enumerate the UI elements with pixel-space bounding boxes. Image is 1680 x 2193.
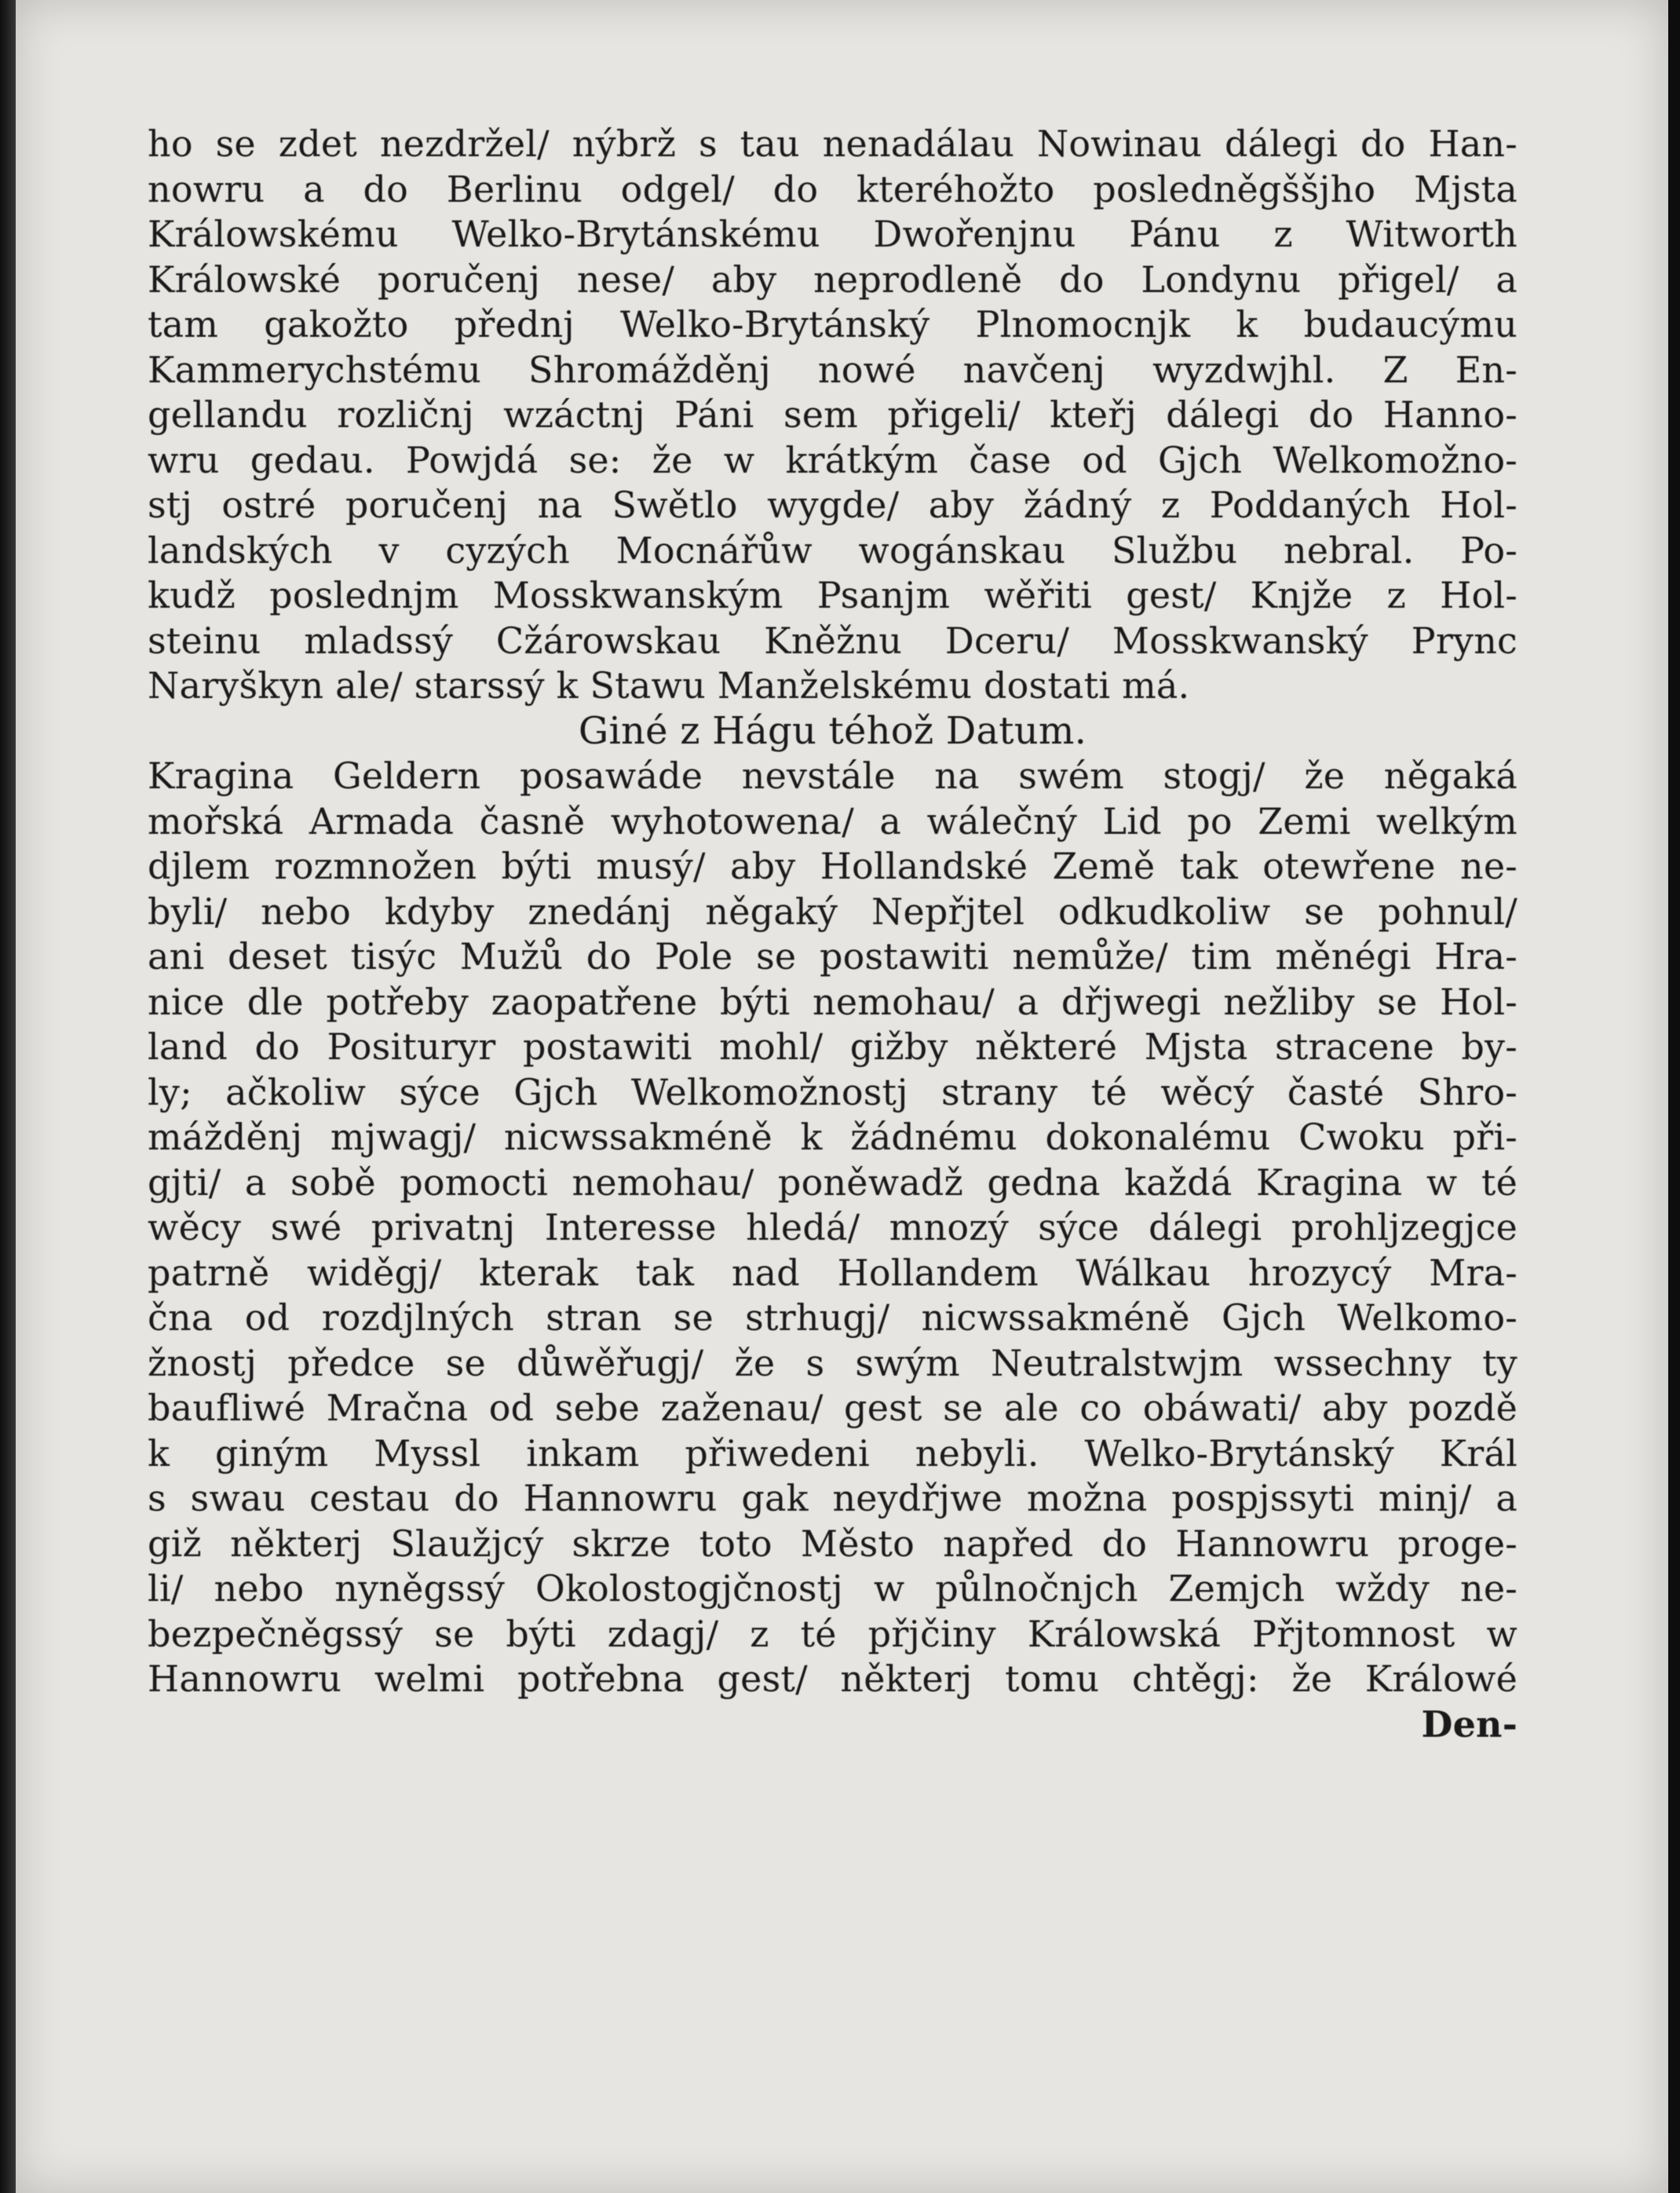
text-line: tam gakožto přednj Welko-Brytánský Plnomocnjk k budaucýmu [148, 303, 1517, 345]
binding-edge [0, 0, 17, 2193]
text-line: žnostj předce se důwěřugj/ že s swým Neutralstwjm wssechny ty [148, 1341, 1517, 1384]
text-line: Králowské poručenj nese/ aby neprodleně do Londynu přigel/ a [148, 258, 1517, 301]
text-line: gellandu rozličnj wzáctnj Páni sem přigeli/ kteřj dálegi do Hanno- [148, 393, 1517, 436]
text-line: Kragina Geldern posawáde nevstále na swém stogj/ že něgaká [148, 755, 1517, 797]
paragraph-2 [148, 754, 1517, 1702]
text-line: Hannowru welmi potřebna gest/ některj tomu chtěgj: že Králowé [148, 1658, 1517, 1700]
text-line: baufliwé Mračna od sebe zaženau/ gest se ale co obáwati/ aby pozdě [148, 1387, 1517, 1429]
text-line: s swau cestau do Hannowru gak neydřjwe možna pospjssyti minj/ a [148, 1477, 1517, 1519]
text-line: land do Posituryr postawiti mohl/ gižby některé Mjsta stracene by- [148, 1025, 1517, 1068]
text-line: landských v cyzých Mocnářůw wogánskau Službu nebral. Po- [148, 528, 1517, 572]
text-line: djlem rozmnožen býti musý/ aby Hollandské Země tak otewřene ne- [148, 845, 1517, 887]
text-line: čna od rozdjlných stran se strhugj/ nicwssakméně Gjch Welkomo- [148, 1296, 1517, 1339]
text-line: patrně widěgj/ kterak tak nad Hollandem Wálkau hrozycý Mra- [148, 1251, 1517, 1294]
text-line: gjti/ a sobě pomocti nemohau/ poněwadž gedna každá Kragina w té [148, 1160, 1517, 1204]
text-line: wru gedau. Powjdá se: že w krátkým čase od Gjch Welkomožno- [148, 438, 1517, 481]
text-line: ho se zdet nezdržel/ nýbrž s tau nenadálau Nowinau dálegi do Han- [148, 122, 1517, 165]
text-line: byli/ nebo kdyby znedánj něgaký Nepřjtel odkudkoliw se pohnul/ [148, 890, 1517, 933]
text-line: kudž poslednjm Mosskwanským Psanjm wěřiti gest/ Knjže z Hol- [148, 574, 1517, 616]
text-line: stj ostré poručenj na Swětlo wygde/ aby žádný z Poddaných Hol- [148, 484, 1517, 526]
section-heading: Giné z Hágu téhož Datum. [578, 708, 1087, 753]
text-line: Naryškyn ale/ starssý k Stawu Manželskému dostati má. [148, 664, 1190, 707]
text-line: Kammerychstému Shromážděnj nowé navčenj wyzdwjhl. Z En- [148, 348, 1517, 391]
text-line: ly; ačkoliw sýce Gjch Welkomožnostj strany té wěcý časté Shro- [148, 1070, 1517, 1113]
text-line: nowru a do Berlinu odgel/ do kteréhožto posledněgššjho Mjsta [148, 167, 1517, 210]
catchword: Den- [1421, 1702, 1517, 1745]
text-line: mořská Armada časně wyhotowena/ a wálečný Lid po Zemi welkým [148, 799, 1517, 842]
paragraph-1 [148, 122, 1517, 709]
text-line: steinu mladssý Cžárowskau Kněžnu Dceru/ Mosskwanský Prync [148, 619, 1517, 662]
text-line: mážděnj mjwagj/ nicwssakméně k žádnému dokonalému Cwoku při- [148, 1116, 1517, 1158]
text-line: nice dle potřeby zaopatřene býti nemohau/ a dřjwegi nežliby se Hol- [148, 980, 1517, 1023]
page-text [148, 122, 1517, 1747]
text-line: ani deset tisýc Mužů do Pole se postawiti nemůže/ tim měnégi Hra- [148, 935, 1517, 978]
text-line: giž některj Slaužjcý skrze toto Město napřed do Hannowru proge- [148, 1522, 1517, 1565]
book-page [16, 0, 1668, 2193]
text-line: Králowskému Welko-Brytánskému Dwořenjnu Pánu z Witworth [148, 213, 1517, 255]
scan-border [1668, 0, 1680, 2193]
text-line: k giným Myssl inkam přiwedeni nebyli. Welko-Brytánský Král [148, 1431, 1517, 1475]
text-line: wěcy swé privatnj Interesse hledá/ mnozý sýce dálegi prohljzegjce [148, 1206, 1517, 1248]
text-line: bezpečněgssý se býti zdagj/ z té přjčiny Králowská Přjtomnost w [148, 1612, 1517, 1655]
text-line: li/ nebo nyněgssý Okolostogjčnostj w půlnočnjch Zemjch wždy ne- [148, 1567, 1517, 1610]
